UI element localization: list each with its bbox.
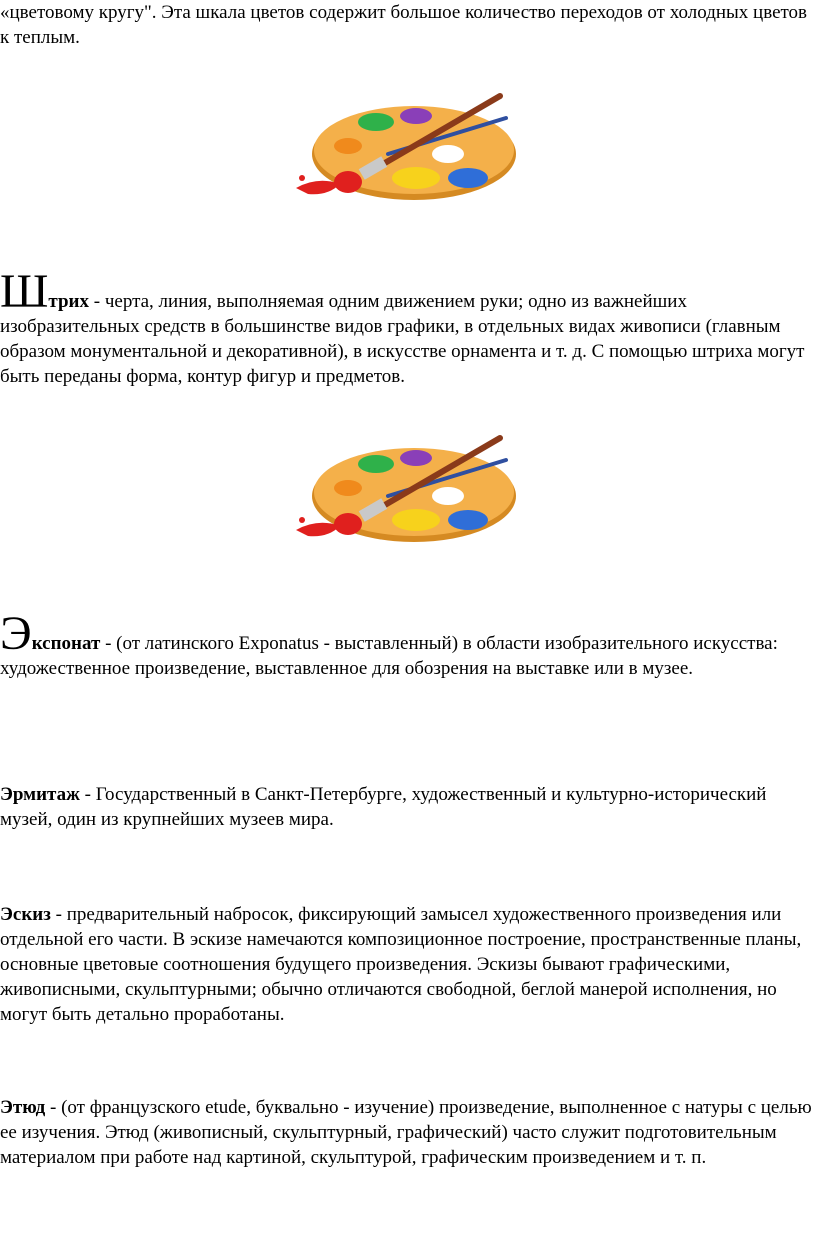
- entry-term: Эрмитаж: [0, 784, 80, 805]
- entry-separator: -: [89, 291, 105, 312]
- palette-icon: [288, 86, 528, 216]
- entry-shtrikh: [0, 265, 814, 389]
- entry-definition: Государственный в Санкт-Петербурге, художественный и культурно-исторический музей, один из крупнейших музеев мира.: [0, 784, 767, 830]
- entry-eksponat: [0, 607, 814, 681]
- intro-paragraph: «цветовому кругу". Эта шкала цветов содержит большое количество переходов от холодных цветов к теплым.: [0, 2, 808, 48]
- entry-etyud: [0, 1095, 814, 1170]
- entry-separator: -: [45, 1097, 62, 1118]
- entry-term: трих: [48, 291, 90, 312]
- entry-separator: -: [79, 784, 96, 805]
- entry-definition: черта, линия, выполняемая одним движением руки; одно из важнейших изобразительных средств в большинстве видов графики, в отдельных видах живописи (главным образом монументальной и декоративной), в искусстве орнамента и т. д. С помощью штриха могут быть переданы форма, контур фигур и предметов.: [0, 291, 805, 387]
- entry-separator: -: [100, 633, 117, 654]
- entry-separator: -: [50, 904, 67, 925]
- entry-term: Эскиз: [0, 904, 51, 925]
- entry-first-letter: Ш: [0, 265, 49, 318]
- entry-eskiz: [0, 902, 814, 1027]
- entry-term: кспонат: [31, 633, 101, 654]
- entry-term: Этюд: [0, 1097, 46, 1118]
- palette-icon: [288, 428, 528, 558]
- entry-definition: (от французского etude, буквально - изучение) произведение, выполненное с натуры с целью ее изучения. Этюд (живописный, скульптурный, графический) часто служит подготовительным материалом при работе над картиной, скульптурой, графическим произведением и т. п.: [0, 1097, 812, 1168]
- entry-definition: (от латинского Exponatus - выставленный) в области изобразительного искусства: художественное произведение, выставленное для обозрения на выставке или в музее.: [0, 633, 778, 679]
- entry-first-letter: Э: [0, 607, 32, 660]
- entry-ermitazh: [0, 782, 814, 832]
- entry-definition: предварительный набросок, фиксирующий замысел художественного произведения или отдельной его части. В эскизе намечаются композиционное построение, пространственные планы, основные цветовые соотношения будущего произведения. Эскизы бывают графическими, живописными, скульптурными; обычно отличаются свободной, беглой манерой исполнения, но могут быть детально проработаны.: [0, 904, 802, 1025]
